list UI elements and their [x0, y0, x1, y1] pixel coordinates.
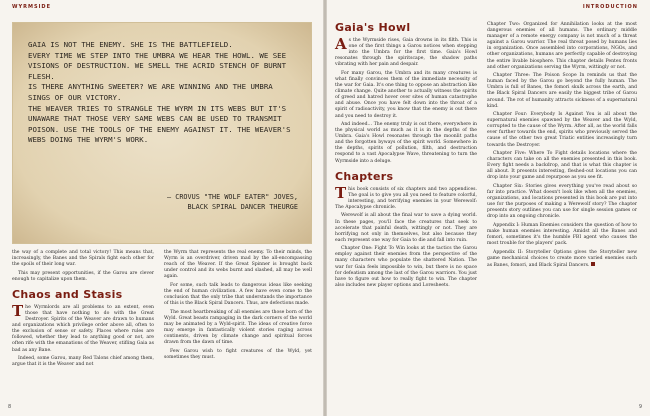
paragraph-text: he Wyrmlords are all problems to an extent, even those that have nothing to do with the Great Destroyer. Spirits of the Weaver are drawn to humans and organizations which privilege order above all, often to the exclusion of sense or safety. Places where rules are followed, whether they lead to anything good or not, are often rife with the emanations of the Weaver, stifling Gaia as bad as any Bane. [12, 304, 154, 353]
drop-cap: T [335, 183, 347, 202]
paragraph [12, 301, 154, 354]
paragraph: Chapter Six: Stories gives everything you've read about so far into practice. What doesn't look like when all the enemies, organizations, and locations presented in this book are put into use for the purposes of making a Werewolf story? The chapter presents story outlines you can use for single session games or drop into an ongoing chronicle. [487, 183, 637, 220]
paragraph: Few Garou wish to fight creatures of the Wyld, yet sometimes they must. [164, 348, 312, 360]
paragraph: Chapter One: Fight To Win looks at the tactics the Garou employ against their enemies from the perspective of the many characters who populate the shattered Nation. The war for Gaia feels impossible to win, but there is no space for defeatism among the last of the Garou warriors. You just have to figure out how to really fight to win. The chapter also includes new player options and Loresheets. [335, 246, 477, 288]
paragraph: For some, such talk leads to dangerous ideas like seeking the end of human civilization. A few have even come to the conclusion that the only tribe that understands the importance of this is the Black Spiral Dancers. Thus, are defections made. [164, 282, 312, 307]
right-column-2 [487, 22, 637, 271]
right-column-1 [335, 22, 477, 291]
section-heading-chaos-stasis: Chaos and Stasis [12, 287, 123, 301]
left-page [0, 0, 323, 416]
paragraph: Werewolf is all about the final war to save a dying world. In these pages, you'll face the creatures that seek to accelerate that painful death, wittingly or not. They are horrifying not only in themselves, but also because they each represent one way for Gaia to die and fall into ruin. [335, 213, 477, 243]
paragraph [335, 35, 477, 68]
paragraph: This may present opportunities, if the Garou are clever enough to capitalize upon them. [12, 270, 154, 282]
paragraph: the Wyrm that represents the real enemy. To their minds, the Wyrm is an overdriver, driven mad by the all-encompassing reach of the Weaver. If the Great Spinner is brought back under control and its webs burnt and slashed, all may be well again. [164, 250, 312, 280]
paragraph: For many Garou, the Umbra and its many creatures is what finally convinces them of the immediate necessity of the war for Gaia. It's one thing to oppose an abstraction like climate change. Quite another to actually witness the spirits of greed and hatred hover over sites of human catastrophe and abuse. Once you have felt down into the throat of a spirit of radioactivity, you know that the enemy is out there and you need to destroy it. [335, 70, 477, 119]
running-header-right: INTRODUCTION [582, 4, 638, 10]
paragraph: The most heartbreaking of all enemies are those born of the Wyld. Great beasts rampaging in the dark corners of the world may be animated by a Wyld-spirit. The ideas of creative force may emerge in fantastically violent stories raging across continents, driven by climate change and spiritual forces drawn from the dawn of time. [164, 309, 312, 346]
drop-cap: A [335, 35, 347, 53]
running-header-left: WYRMSIDE [12, 4, 51, 10]
paragraph-text: s the Wyrmside rises, Gaia drowns in its filth. This is one of the first things a Garou notices when stepping into the Umbra for the first time. Gaia's Howl resonates through the spiritscape, the shadow paths vibrating with her pain and despair. [335, 38, 477, 68]
section-heading-chapters: Chapters [335, 169, 394, 183]
paragraph: Indeed, some Garou, many Red Talons chief among them, argue that it is the Weaver and not [12, 356, 154, 368]
quote-line: GAIA IS NOT THE ENEMY. SHE IS THE BATTLEFIELD. [28, 40, 233, 49]
page-number-left: 8 [8, 404, 12, 410]
left-column-2 [164, 250, 312, 363]
left-column-1 [12, 250, 154, 371]
attribution-line: BLACK SPIRAL DANCER THEURGE [187, 203, 298, 211]
attribution-line: – CROVUS "THE WOLF EATER" JOVES, [167, 193, 298, 201]
paragraph: And indeed… The enemy truly is out there, everywhere in the physical world as much as it is in the depths of the Umbra. Gaia's Howl resonates through the moonlit paths and the forgotten byways of the spirit world. Somewhere in the depths, spirits of pollution, filth, and destruction respond to a vast Apocalypse Wave, threatening to turn the Wyrmside into a deluge. [335, 122, 477, 164]
paragraph: Chapter Three: The Poison Scope In reminds us that the human faced by the Garou go beyond the fully human. The Umbra is full of Banes, the fomori skulk across the earth, and the Black Spiral Dancers are easily the biggest tribe of Garou around. The rot of humanity attracts sickness of a supernatural kind. [487, 73, 637, 109]
parchment-quote [12, 22, 312, 244]
paragraph: Chapter Five: Where To Fight details locations where the characters can take on all the enemies presented in this book. Every fight needs a backdrop, and that is what this chapter is all about. It presents interesting, fleshed-out locations you can drop into your game and repurpose as you see fit. [487, 151, 637, 181]
quote-text [28, 40, 298, 146]
section-heading-gaias-howl: Gaia's Howl [335, 21, 411, 34]
paragraph: Appendix I: Human Enemies considers the question of how to make human enemies interesting. Amidst all the Banes and fomori, sometimes it's the humble FBI agent who causes the most trouble for the players' pack. [487, 222, 637, 247]
paragraph-text: his book consists of six chapters and two appendices. The goal is to give you all you need to feature colorful, interesting, and terrifying enemies in your Werewolf: The Apocalypse chronicle. [335, 186, 477, 210]
quote-attribution [167, 192, 298, 212]
paragraph: the way of a complete and total victory! This means that, increasingly, the Banes and the Spirals fight each other for the spoils of their long war. [12, 250, 154, 268]
paragraph [487, 250, 637, 269]
end-mark-icon [591, 262, 595, 266]
paragraph-text: Appendix II: Storyteller Options gives the Storyteller new game mechanical choices to create more varied enemies such as Banes, fomori, and Black Spiral Dancers. [487, 249, 637, 268]
quote-line: EVERY TIME WE STEP INTO THE UMBRA WE HEAR THE HOWL. WE SEE VISIONS OF DESTRUCTION. WE SMELL THE ACRID STENCH OF BURNT FLESH. [28, 50, 287, 81]
paragraph: Chapter Two: Organized for Annihilation looks at the most dangerous enemies of all humans. The ordinary middle manager of a remote energy company is not much of a threat against a Garou warrior. The real threat posed by humans lies in organization. Once assembled into corporations, NGOs, and other organizations, humans are perfectly capable of destroying the entire livable biosphere. This chapter details Pentex fronts and other organizations serving the Wyrm, wittingly or not. [487, 22, 637, 70]
drop-cap: T [12, 301, 24, 320]
paragraph [335, 183, 477, 211]
right-page [327, 0, 650, 416]
quote-line: IS THERE ANYTHING SWEETER? WE ARE WINNING AND THE UMBRA SINGS OF OUR VICTORY. [28, 82, 273, 102]
quote-line: THE WEAVER TRIES TO STRANGLE THE WYRM IN ITS WEBS BUT IT'S UNAWARE THAT THOSE VERY SAME WEBS CAN BE USED TO TRANSMIT POISON. USE THE TOOLS OF THE ENEMY AGAINST IT. THE WEAVER'S WEBS DOING THE WYRM'S WORK. [28, 103, 291, 145]
paragraph: Chapter Four: Everybody Is Against You is all about the supernatural enemies spawned by the Weaver and the Wyld, corrupted to the cause of the Wyrm. After all, as the world falls ever further towards the end, spirits who previously served the cause of the other two great Triatic entities increasingly turn towards the Destroyer. [487, 112, 637, 148]
page-number-right: 9 [638, 404, 642, 410]
